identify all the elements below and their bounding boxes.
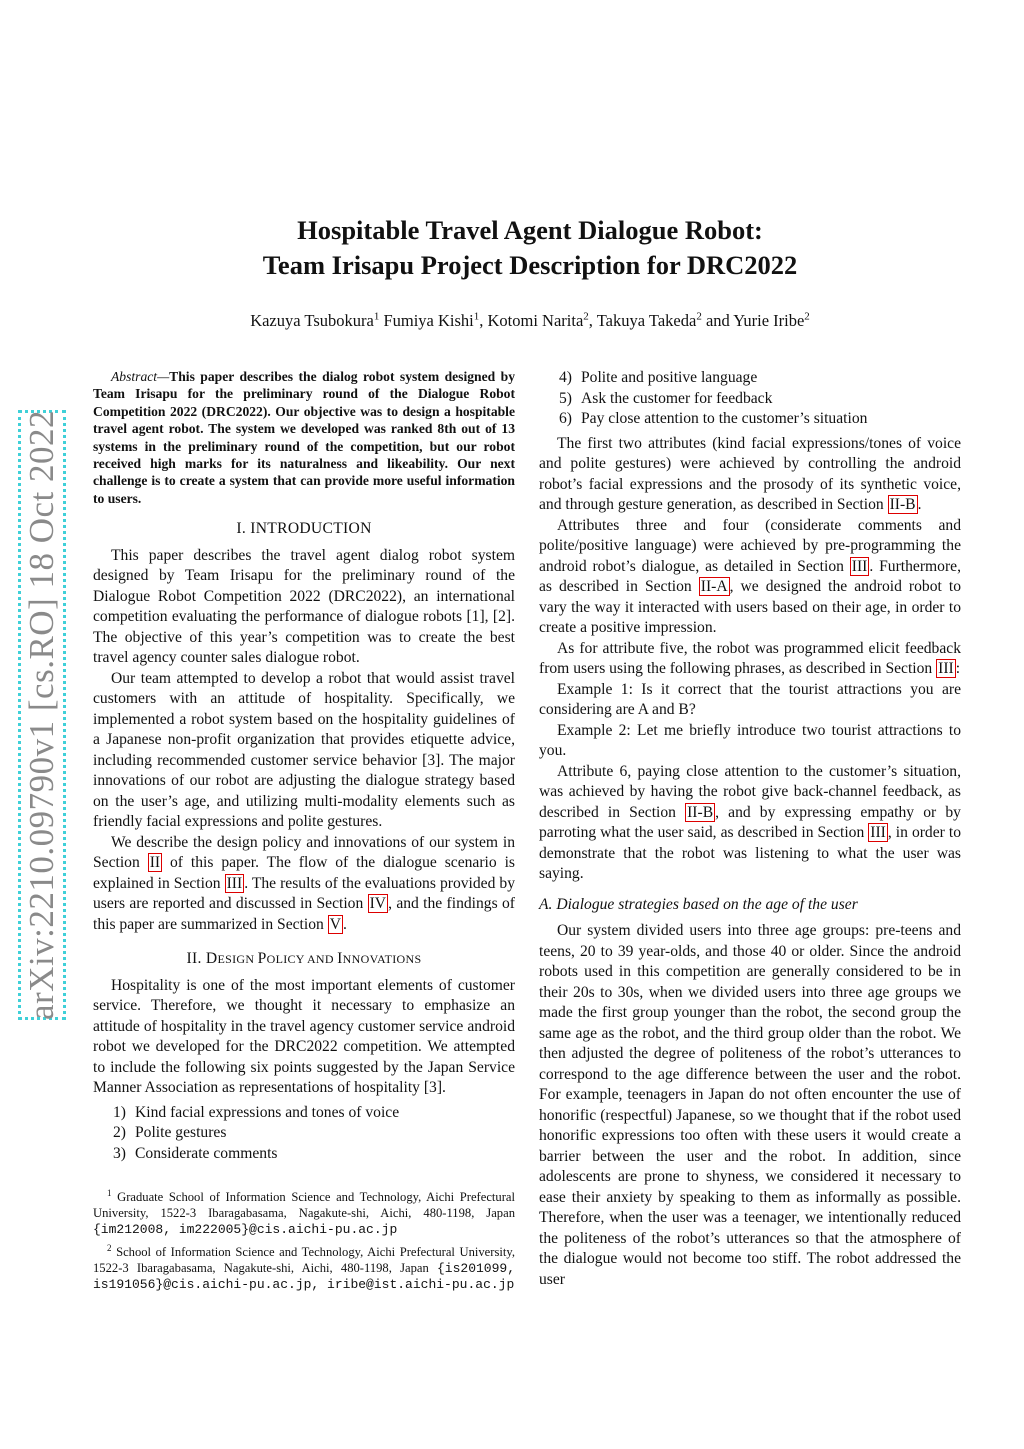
section-link[interactable]: III (870, 824, 886, 841)
author: Kazuya Tsubokura$^1$ (250, 310, 380, 330)
section-link[interactable]: II (149, 854, 161, 872)
footnote-1: $^1$ Graduate School of Information Science and Technology, Aichi Prefectural University, 1522-3 Ibaragabasama, Nagakute-shi, Aichi, 480-1198, Japan {im212008, im222005}@cis.aichi-pu.ac.jp (93, 1188, 515, 1237)
design-paragraph-3: Attributes three and four (considerate comments and polite/positive language) were achieved by pre-programming the android robot’s dialogue, as detailed in Section III . Furthermore, as described in Section II-A , we designed the android robot to vary the way it interacted with users based on their age, in order to create a positive impression. (539, 516, 961, 636)
email-link[interactable]: {is201099, is191056}@cis.aichi-pu.ac.jp, iribe@ist.aichi-pu.ac.jp (93, 1261, 515, 1292)
section-link[interactable]: III (938, 660, 954, 677)
arxiv-stamp (18, 410, 66, 1020)
design-paragraph-4: As for attribute five, the robot was programmed elicit feedback from users using the following phrases, as described in Section III : (539, 639, 961, 677)
left-column (93, 368, 515, 1292)
section-link[interactable]: V (329, 915, 341, 933)
author: Fumiya Kishi$^1$, (383, 310, 488, 330)
example-1: Example 1: Is it correct that the tourist attractions you are considering are A and B? (539, 680, 961, 718)
abstract: Abstract—This paper describes the dialog robot system designed by Team Irisapu for the preliminary round of the Dialogue Robot Competition 2022 (DRC2022). Our objective was to design a hospitable travel agent robot. The system we developed was ranked 8th out of 13 systems in the preliminary round of the competition, but our robot received high marks for its naturalness and likeability. Our next challenge is to create a system that can provide more useful information to users. (93, 369, 515, 506)
title-line-2: Team Irisapu Project Description for DRC2022 (262, 250, 798, 280)
section-link[interactable]: III (851, 557, 868, 575)
footnote-2: $^2$ School of Information Science and Technology, Aichi Prefectural University, 1522-3 Ibaragabasama, Nagakute-shi, Aichi, 480-1198, Japan {is201099, is191056}@cis.aichi-pu.ac.jp, iribe@ist.aichi-pu.ac.jp (93, 1243, 515, 1292)
design-paragraph-5: Attribute 6, paying close attention to the customer’s situation, was achieved by having the robot give back-channel feedback, as described in Section II-B , and by expressing empathy or by parroting what the user said, as described in Section III , in order to demonstrate that the robot was listening to what the user was saying. (539, 762, 961, 882)
abstract-text: This paper describes the dialog robot system designed by Team Irisapu for the preliminary round of the Dialogue Robot Competition 2022 (DRC2022). Our objective was to design a hospitable travel agent robot. The system we developed was ranked 8th out of 13 systems in the preliminary round of the competition, but our robot received high marks for its naturalness and likeability. Our next challenge is to create a system that can provide more useful information to users. (93, 369, 515, 506)
intro-paragraph-2: Our team attempted to develop a robot that would assist travel customers with an attitude of hospitality. Specifically, we implemented a robot system based on the hospitality guidelines of a Japanese non-profit organization that provides etiquette advice, including recommended customer service behavior [3]. The major innovations of our robot are adjusting the dialogue strategy based on the user’s age, and utilizing multi-modality elements such as friendly facial expressions and polite gestures. (93, 669, 515, 831)
author-list (130, 310, 930, 331)
arxiv-stamp-text: arXiv:2210.09790v1 [cs.RO] 18 Oct 2022 (22, 409, 62, 1021)
section-link[interactable]: II-B (889, 496, 916, 513)
age-strategy-paragraph: Our system divided users into three age groups: pre-teens and teens, 20 to 39 year-olds, and those 40 or older. Since the android robots used in this competition are generally considered to be in their 20s to 30s, when we divided users into three age groups we made the first group younger than the robot, the second group the same age as the robot, and the third group older than the robot. We then adjusted the degree of politeness of the robot’s utterances to correspond to the age difference between the user and the robot. For example, teenagers in Japan do not often encounter the use of honorific (respectful) Japanese, so we thought that if the robot used honorific expressions too often with these users it would create a barrier between the user and the robot. In addition, since adolescents are prone to shyness, we considered it necessary to ease their anxiety by speaking to them as informally as possible. Therefore, when the user was a teenager, we intentionally reduced the politeness of the robot’s utterances so that the atmosphere of the dialogue would not become too stiff. The robot addressed the user (539, 922, 961, 1288)
list-item: 5) Ask the customer for feedback (559, 389, 773, 407)
section-link[interactable]: II-A (700, 578, 728, 595)
right-column (539, 368, 961, 1290)
section-link[interactable]: II-B (687, 803, 714, 821)
example-2: Example 2: Let me briefly introduce two tourist attractions to you. (539, 721, 961, 759)
section-link[interactable]: III (226, 874, 243, 892)
footnotes (93, 1186, 515, 1292)
list-item: 3) Considerate comments (113, 1144, 278, 1162)
design-paragraph-2: The first two attributes (kind facial expressions/tones of voice and polite gestures) were achieved by controlling the android robot’s facial expressions and the prosody of its synthetic voice, and through gesture generation, as described in Section II-B . (539, 434, 961, 513)
paper-title (130, 213, 930, 283)
list-item: 2) Polite gestures (113, 1124, 227, 1142)
hospitality-list-part-2 (539, 368, 961, 430)
email-link[interactable]: {im212008, im222005}@cis.aichi-pu.ac.jp (93, 1221, 398, 1237)
author: Takuya Takeda$^2$ and (596, 310, 734, 330)
list-item: 1) Kind facial expressions and tones of voice (113, 1103, 400, 1121)
title-line-1: Hospitable Travel Agent Dialogue Robot: (297, 215, 763, 245)
section-link[interactable]: IV (369, 895, 387, 913)
author: Kotomi Narita$^2$, (487, 310, 597, 330)
list-item: 4) Polite and positive language (559, 369, 758, 386)
abstract-label: Abstract (111, 369, 158, 384)
intro-paragraph-3: We describe the design policy and innovations of our system in Section II of this paper. The flow of the dialogue scenario is explained in Section III . The results of the evaluations provided by users are reported and discussed in Section IV , and the findings of this paper are summarized in Section V . (93, 833, 516, 933)
section-heading-introduction: I. INTRODUCTION (236, 520, 372, 538)
hospitality-list-part-1 (93, 1103, 515, 1165)
design-paragraph-1: Hospitality is one of the most important elements of customer service. Therefore, we thought it necessary to emphasize an attitude of hospitality in the travel agency customer service android robot we developed for the DRC2022 competition. We attempted to include the following six points suggested by the Japan Service Manner Association as representations of hospitality [3]. (93, 976, 515, 1097)
author: Yurie Iribe$^2$ (733, 310, 810, 330)
section-heading-design-policy: II. DESIGN POLICY AND INNOVATIONS (186, 950, 422, 968)
intro-paragraph-1: This paper describes the travel agent dialog robot system designed by Team Irisapu for the preliminary round of the Dialogue Robot Competition 2022 (DRC2022), an international competition evaluating the performance of dialogue robots [1], [2]. The objective of this year’s competition was to create the best travel agency counter sales dialogue robot. (93, 546, 515, 667)
list-item: 6) Pay close attention to the customer’s situation (559, 410, 868, 427)
subsection-heading-age-strategies: A. Dialogue strategies based on the age of the user (539, 895, 858, 913)
